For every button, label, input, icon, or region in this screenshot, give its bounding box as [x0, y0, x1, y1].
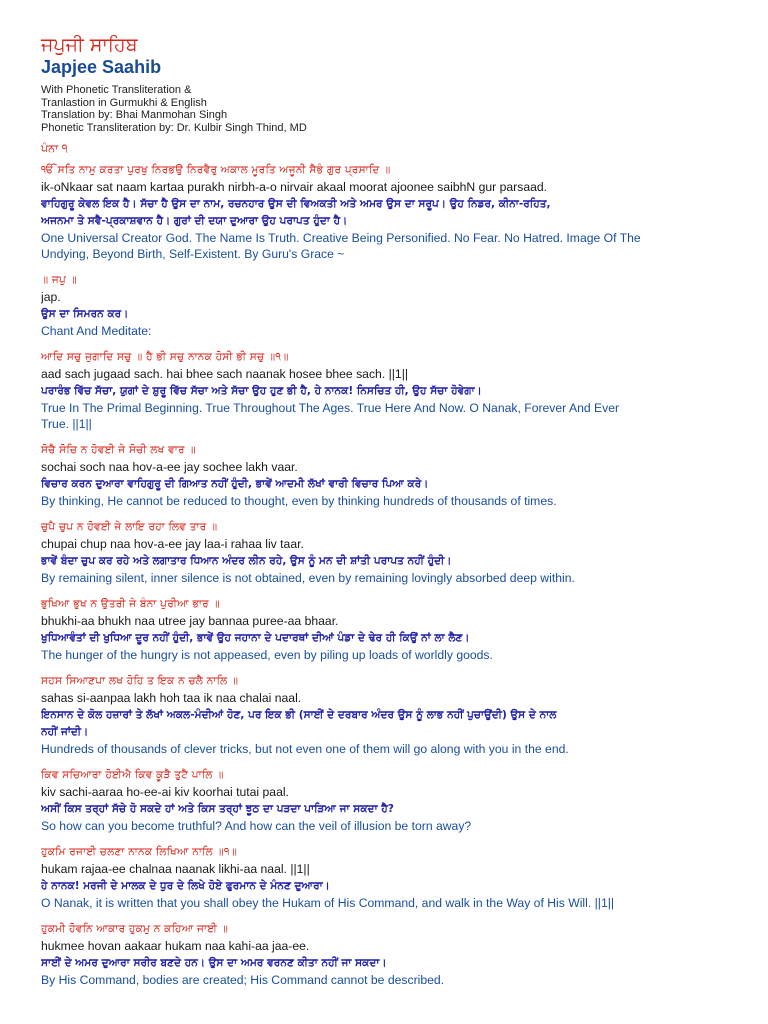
punjabi-translation-line: ਉਸ ਦਾ ਸਿਮਰਨ ਕਰ।	[41, 308, 129, 320]
intro-line: Phonetic Transliteration by: Dr. Kulbir Singh Thind, MD	[41, 121, 307, 134]
english-translation-line: The hunger of the hungry is not appeased, even by piling up loads of worldly goods.	[41, 648, 493, 662]
transliteration-line: chupai chup naa hov-a-ee jay laa-i rahaa liv taar.	[41, 537, 304, 551]
transliteration-line: hukam rajaa-ee chalnaa naanak likhi-aa naal. ||1||	[41, 862, 310, 876]
gurbani-line: ਹੁਕਮਿ ਰਜਾਈ ਚਲਣਾ ਨਾਨਕ ਲਿਖਿਆ ਨਾਲਿ ॥੧॥	[41, 846, 238, 858]
english-translation-line: By thinking, He cannot be reduced to thought, even by thinking hundreds of thousands of times.	[41, 494, 557, 508]
transliteration-line: kiv sachi-aaraa ho-ee-ai kiv koorhai tutai paal.	[41, 785, 289, 799]
page	[41, 34, 756, 988]
verse-block	[41, 921, 756, 988]
gurbani-line: ਸਹਸ ਸਿਆਣਪਾ ਲਖ ਹੋਹਿ ਤ ਇਕ ਨ ਚਲੈ ਨਾਲਿ ॥	[41, 675, 239, 687]
gurbani-line: ਹੁਕਮੀ ਹੋਵਨਿ ਆਕਾਰ ਹੁਕਮੁ ਨ ਕਹਿਆ ਜਾਈ ॥	[41, 923, 229, 935]
punjabi-translation-line: ਭਾਵੇਂ ਬੰਦਾ ਚੁਪ ਕਰ ਰਹੇ ਅਤੇ ਲਗਾਤਾਰ ਧਿਆਨ ਅੰਦਰ ਲੀਨ ਰਹੇ, ਉਸ ਨੂੰ ਮਨ ਦੀ ਸ਼ਾਂਤੀ ਪਰਾਪਤ ਨਹੀਂ ਹੁੰਦੀ।	[41, 555, 452, 567]
verse-block	[41, 162, 756, 262]
gurbani-line: ਸੋਚੈ ਸੋਚਿ ਨ ਹੋਵਈ ਜੇ ਸੋਚੀ ਲਖ ਵਾਰ ॥	[41, 444, 196, 456]
english-translation-line: Hundreds of thousands of clever tricks, but not even one of them will go along with you in the end.	[41, 742, 569, 756]
intro	[41, 84, 756, 134]
verse-block	[41, 844, 756, 911]
english-translation-line: O Nanak, it is written that you shall obey the Hukam of His Command, and walk in the Way of His Will. ||1||	[41, 896, 615, 910]
punjabi-translation-line: ਹੇ ਨਾਨਕ! ਮਰਜੀ ਦੇ ਮਾਲਕ ਦੇ ਧੁਰ ਦੇ ਲਿਖੇ ਹੋਏ ਫੁਰਮਾਨ ਦੇ ਮੰਨਣ ਦੁਆਰਾ।	[41, 880, 330, 892]
transliteration-line: sahas si-aanpaa lakh hoh taa ik naa chalai naal.	[41, 691, 302, 705]
english-translation-line: One Universal Creator God. The Name Is Truth. Creative Being Personified. No Fear. No Hatred. Image Of The	[41, 231, 641, 245]
transliteration-line: ik-oNkaar sat naam kartaa purakh nirbh-a-o nirvair akaal moorat ajoonee saibhN gur parsaad.	[41, 180, 548, 194]
punjabi-translation-line: ਅਸੀਂ ਕਿਸ ਤਰ੍ਹਾਂ ਸੱਚੇ ਹੋ ਸਕਦੇ ਹਾਂ ਅਤੇ ਕਿਸ ਤਰ੍ਹਾਂ ਝੂਠ ਦਾ ਪੜਦਾ ਪਾੜਿਆ ਜਾ ਸਕਦਾ ਹੈ?	[41, 803, 394, 815]
punjabi-translation-line: ਨਹੀਂ ਜਾਂਦੀ।	[41, 726, 89, 738]
english-translation-line: Undying, Beyond Birth, Self-Existent. By Guru's Grace ~	[41, 247, 345, 261]
verses	[41, 162, 756, 988]
punjabi-translation-line: ਪਰਾਰੰਭ ਵਿੱਚ ਸੱਚਾ, ਯੁਗਾਂ ਦੇ ਸ਼ੁਰੂ ਵਿੱਚ ਸੱਚਾ ਅਤੇ ਸੱਚਾ ਉਹ ਹੁਣ ਭੀ ਹੈ, ਹੇ ਨਾਨਕ! ਨਿਸਚਿਤ ਹੀ, ਉਹ ਸੱਚਾ ਹੋਵੇਗਾ।	[41, 385, 482, 397]
verse-block	[41, 349, 756, 432]
english-translation-line: By His Command, bodies are created; His Command cannot be described.	[41, 973, 445, 987]
title-gurmukhi: ਜਪੁਜੀ ਸਾਹਿਬ	[41, 34, 138, 56]
punjabi-translation-line: ਅਜਨਮਾ ਤੇ ਸਵੈ-ਪ੍ਰਕਾਸ਼ਵਾਨ ਹੈ। ਗੁਰਾਂ ਦੀ ਦਯਾ ਦੁਆਰਾ ਉਹ ਪਰਾਪਤ ਹੁੰਦਾ ਹੈ।	[41, 215, 348, 227]
english-translation-line: True In The Primal Beginning. True Throughout The Ages. True Here And Now. O Nanak, Forever And Ever	[41, 401, 620, 415]
verse-block	[41, 442, 756, 509]
gurbani-line: ਭੁਖਿਆ ਭੁਖ ਨ ਉਤਰੀ ਜੇ ਬੰਨਾ ਪੁਰੀਆ ਭਾਰ ॥	[41, 598, 220, 610]
gurbani-line: ॥ ਜਪੁ ॥	[41, 274, 77, 286]
english-translation-line: By remaining silent, inner silence is not obtained, even by remaining lovingly absorbed deep within.	[41, 571, 575, 585]
punjabi-translation-line: ਵਾਹਿਗੁਰੂ ਕੇਵਲ ਇਕ ਹੈ। ਸੱਚਾ ਹੈ ਉਸ ਦਾ ਨਾਮ, ਰਚਨਹਾਰ ਉਸ ਦੀ ਵਿਅਕਤੀ ਅਤੇ ਅਮਰ ਉਸ ਦਾ ਸਰੂਪ। ਉਹ ਨਿਡਰ, ਕੀਨਾ-ਰਹਿਤ,	[41, 198, 551, 210]
intro-line: Translation by: Bhai Manmohan Singh	[41, 109, 228, 121]
transliteration-line: jap.	[41, 290, 61, 304]
title-english: Japjee Saahib	[41, 57, 162, 77]
english-translation-line: So how can you become truthful? And how can the veil of illusion be torn away?	[41, 819, 472, 833]
english-translation-line: True. ||1||	[41, 417, 92, 431]
transliteration-line: hukmee hovan aakaar hukam naa kahi-aa jaa-ee.	[41, 939, 310, 953]
gurbani-line: ਆਦਿ ਸਚੁ ਜੁਗਾਦਿ ਸਚੁ ॥ ਹੈ ਭੀ ਸਚੁ ਨਾਨਕ ਹੋਸੀ ਭੀ ਸਚੁ ॥੧॥	[41, 351, 289, 363]
gurbani-line: ਚੁਪੈ ਚੁਪ ਨ ਹੋਵਈ ਜੇ ਲਾਇ ਰਹਾ ਲਿਵ ਤਾਰ ॥	[41, 521, 218, 533]
verse-block	[41, 767, 756, 834]
transliteration-line: sochai soch naa hov-a-ee jay sochee lakh vaar.	[41, 460, 298, 474]
punjabi-translation-line: ਇਨਸਾਨ ਦੇ ਕੋਲ ਹਜ਼ਾਰਾਂ ਤੇ ਲੱਖਾਂ ਅਕਲ-ਮੰਦੀਆਂ ਹੋਣ, ਪਰ ਇਕ ਭੀ (ਸਾਈਂ ਦੇ ਦਰਬਾਰ ਅੰਦਰ ਉਸ ਨੂੰ ਲਾਭ ਨਹੀਂ ਪੁਚਾਉਂਦੀ) ਉਸ ਦੇ ਨਾਲ	[41, 709, 557, 721]
gurbani-line: ਕਿਵ ਸਚਿਆਰਾ ਹੋਈਐ ਕਿਵ ਕੂੜੈ ਤੁਟੈ ਪਾਲਿ ॥	[41, 769, 224, 781]
gurbani-line: ੴ ਸਤਿ ਨਾਮੁ ਕਰਤਾ ਪੁਰਖੁ ਨਿਰਭਉ ਨਿਰਵੈਰੁ ਅਕਾਲ ਮੂਰਤਿ ਅਜੂਨੀ ਸੈਭੰ ਗੁਰ ਪ੍ਰਸਾਦਿ ॥	[41, 164, 391, 176]
transliteration-line: bhukhi-aa bhukh naa utree jay bannaa puree-aa bhaar.	[41, 614, 339, 628]
verse-block	[41, 272, 756, 339]
transliteration-line: aad sach jugaad sach. hai bhee sach naanak hosee bhee sach. ||1||	[41, 367, 409, 381]
intro-line: Tranlastion in Gurmukhi & English	[41, 96, 207, 109]
page-number: ਪੰਨਾ ੧	[41, 142, 68, 155]
punjabi-translation-line: ਖੁਧਿਆਵੰਤਾਂ ਦੀ ਖੁਧਿਆ ਦੂਰ ਨਹੀਂ ਹੁੰਦੀ, ਭਾਵੇਂ ਉਹ ਜਹਾਨਾ ਦੇ ਪਦਾਰਥਾਂ ਦੀਆਂ ਪੰਡਾ ਦੇ ਢੇਰ ਹੀ ਕਿਉਂ ਨਾਂ ਲਾ ਲੈਣ।	[41, 632, 470, 644]
verse-block	[41, 673, 756, 757]
punjabi-translation-line: ਸਾਈਂ ਦੇ ਅਮਰ ਦੁਆਰਾ ਸਰੀਰ ਬਣਦੇ ਹਨ। ਉਸ ਦਾ ਅਮਰ ਵਰਨਣ ਕੀਤਾ ਨਹੀਂ ਜਾ ਸਕਦਾ।	[41, 957, 387, 969]
punjabi-translation-line: ਵਿਚਾਰ ਕਰਨ ਦੁਆਰਾ ਵਾਹਿਗੁਰੂ ਦੀ ਗਿਆਤ ਨਹੀਂ ਹੁੰਦੀ, ਭਾਵੇਂ ਆਦਮੀ ਲੱਖਾਂ ਵਾਰੀ ਵਿਚਾਰ ਪਿਆ ਕਰੇ।	[41, 478, 429, 490]
english-translation-line: Chant And Meditate:	[41, 324, 152, 338]
intro-line: With Phonetic Transliteration &	[41, 84, 192, 96]
verse-block	[41, 519, 756, 586]
verse-block	[41, 596, 756, 663]
